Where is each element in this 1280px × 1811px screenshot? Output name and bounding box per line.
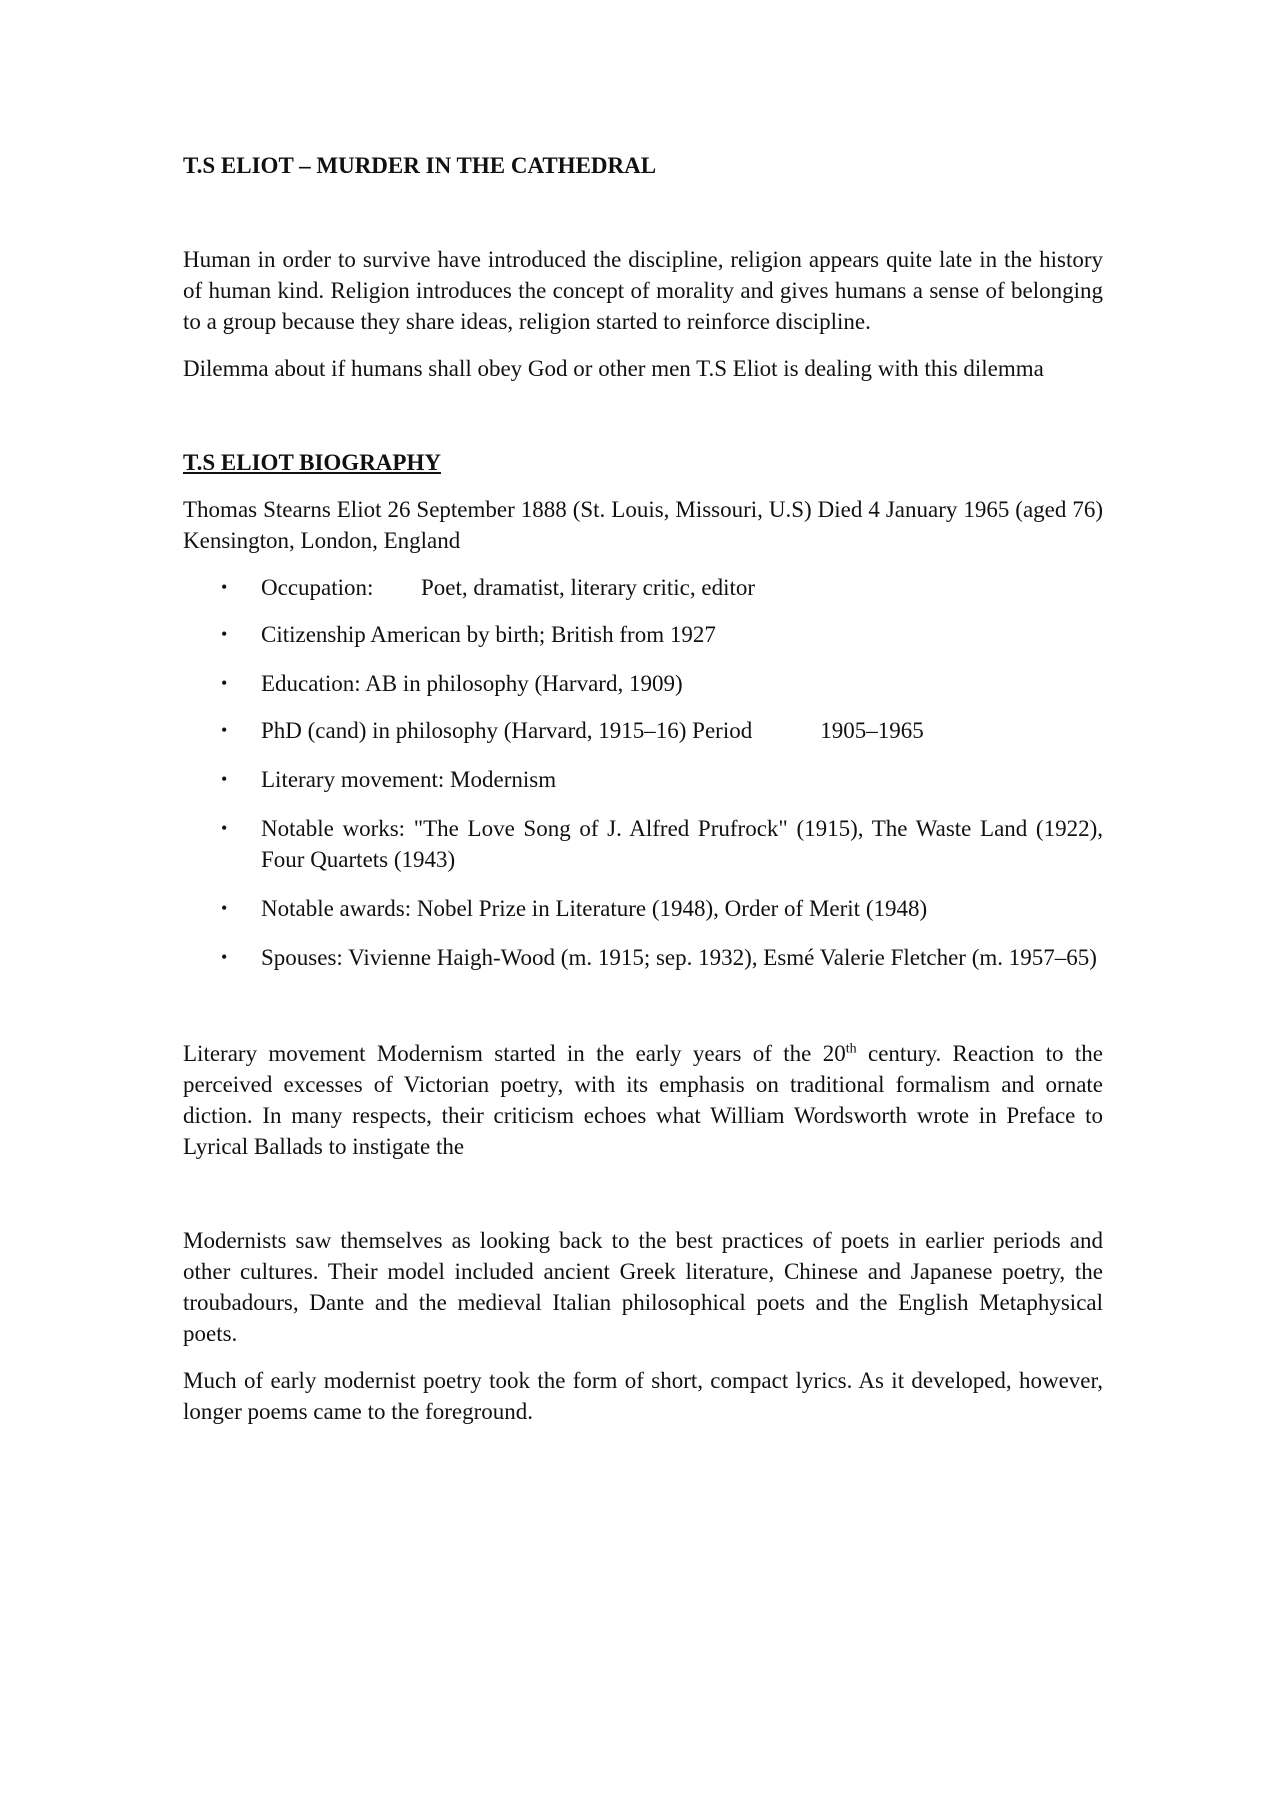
list-item-notable-awards <box>183 893 1103 924</box>
modernism-paragraph-1 <box>183 1038 1103 1162</box>
bullet-icon: • <box>221 898 228 918</box>
phd-text: PhD (cand) in philosophy (Harvard, 1915–16) Period <box>261 718 753 743</box>
modernism-p1-start: Literary movement Modernism started in the early years of the 20 <box>183 1041 846 1066</box>
phd-period: 1905–1965 <box>820 718 924 743</box>
document-title: T.S ELIOT – MURDER IN THE CATHEDRAL <box>183 153 657 178</box>
bullet-icon: • <box>221 624 228 644</box>
education-text: Education: AB in philosophy (Harvard, 1909) <box>261 671 683 696</box>
bullet-icon: • <box>221 720 228 740</box>
occupation-value: Poet, dramatist, literary critic, editor <box>421 575 756 600</box>
bullet-icon: • <box>221 947 228 967</box>
document-page <box>183 150 1103 1427</box>
modernism-paragraph-3: Much of early modernist poetry took the form of short, compact lyrics. As it developed, however, longer poems came to the foreground. <box>183 1368 1103 1424</box>
superscript-th: th <box>845 1041 857 1057</box>
occupation-label: Occupation: <box>261 575 374 600</box>
citizenship-text: Citizenship American by birth; British from 1927 <box>261 622 716 647</box>
biography-heading: T.S ELIOT BIOGRAPHY <box>183 450 441 475</box>
literary-movement-text: Literary movement: Modernism <box>261 767 557 792</box>
biography-facts-list <box>183 572 1103 973</box>
list-item-literary-movement <box>183 764 1103 795</box>
bullet-icon: • <box>221 769 228 789</box>
notable-works-text: Notable works: "The Love Song of J. Alfred Prufrock" (1915), The Waste Land (1922), Four Quartets (1943) <box>261 816 1103 872</box>
modernism-p1-end: century. Reaction to the perceived excesses of Victorian poetry, with its emphasis on traditional formalism and ornate diction. In many respects, their criticism echoes what William Wordsworth wrote in Preface to Lyrical Ballads to instigate the <box>183 1041 1103 1159</box>
intro-paragraph-1: Human in order to survive have introduced the discipline, religion appears quite late in the history of human kind. Religion introduces the concept of morality and gives humans a sense of belonging to a group because they share ideas, religion started to reinforce discipline. <box>183 247 1103 334</box>
list-item-phd <box>183 715 1103 746</box>
modernism-paragraph-2: Modernists saw themselves as looking back to the best practices of poets in earlier periods and other cultures. Their model included ancient Greek literature, Chinese and Japanese poetry, the troubadours, Dante and the medieval Italian philosophical poets and the English Metaphysical poets. <box>183 1228 1103 1346</box>
bullet-icon: • <box>221 818 228 838</box>
list-item-citizenship <box>183 619 1103 650</box>
bullet-icon: • <box>221 577 228 597</box>
notable-awards-text: Notable awards: Nobel Prize in Literature (1948), Order of Merit (1948) <box>261 896 928 921</box>
list-item-education <box>183 668 1103 699</box>
spouses-text: Spouses: Vivienne Haigh-Wood (m. 1915; sep. 1932), Esmé Valerie Fletcher (m. 1957–65) <box>261 945 1097 970</box>
list-item-notable-works <box>183 813 1103 875</box>
list-item-occupation <box>183 572 1103 603</box>
intro-paragraph-2: Dilemma about if humans shall obey God or other men T.S Eliot is dealing with this dilemma <box>183 356 1044 381</box>
bullet-icon: • <box>221 673 228 693</box>
list-item-spouses <box>183 942 1103 973</box>
biography-summary: Thomas Stearns Eliot 26 September 1888 (St. Louis, Missouri, U.S) Died 4 January 1965 (aged 76) Kensington, London, England <box>183 497 1103 553</box>
